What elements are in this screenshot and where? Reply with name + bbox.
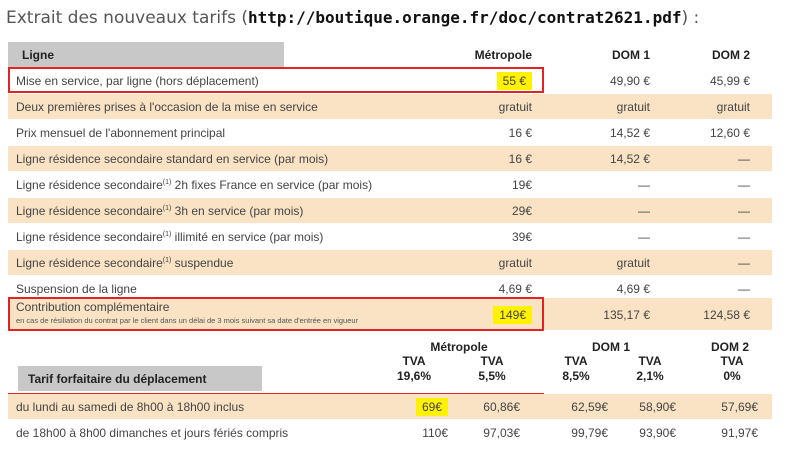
highlighted-price: 69€ [416, 398, 448, 416]
col-dom1: DOM 1 [611, 48, 650, 62]
tva-rate: TVA 2,1% [636, 354, 664, 383]
ligne-header [8, 42, 772, 67]
tva-rate: TVA 5,5% [478, 354, 506, 383]
tva-rate: TVA 19,6% [396, 354, 432, 383]
red-annotation-box [8, 67, 544, 93]
red-annotation-box [8, 297, 544, 331]
group-dom1: DOM 1 [591, 340, 630, 354]
ligne-row: Prix mensuel de l'abonnement principal 16 € 14,52 € 12,60 € [16, 126, 750, 140]
highlighted-price: 149€ [493, 306, 532, 324]
tva-rate: TVA 8,5% [562, 354, 590, 383]
ligne-row: Deux premières prises à l'occasion de la mise en service gratuit gratuit gratuit [8, 94, 772, 119]
tarif-row: du lundi au samedi de 8h00 à 18h00 inclus 69€ 60,86€ 62,59€ 58,90€ 57,69€ [8, 394, 772, 419]
tva-rate: TVA 0% [720, 354, 744, 383]
highlighted-price: 55 € [497, 72, 532, 90]
contract-url[interactable]: http://boutique.orange.fr/doc/contrat2621.pdf [247, 8, 682, 27]
ligne-row: Mise en service, par ligne (hors déplacement) 55 € 49,90 € 45,99 € [16, 74, 750, 88]
ligne-header-label: Ligne [22, 48, 54, 62]
tarif-row: de 18h00 à 8h00 dimanches et jours fériés compris 110€ 97,03€ 99,79€ 93,90€ 91,97€ [16, 426, 758, 440]
group-metropole: Métropole [430, 340, 488, 354]
contribution-row: Contribution complémentaire en cas de résiliation du contrat par le client dans un délai de 3 mois suivant sa date d'entrée en vigueur 149€ 135,17 € 124,58 € [8, 298, 772, 330]
ligne-row: Ligne résidence secondaire$^{(1)}$ 3h en service (par mois) 29€ — — [8, 198, 772, 223]
intro-text: Extrait des nouveaux tarifs (http://boutique.orange.fr/doc/contrat2621.pdf) : [6, 8, 700, 28]
ligne-row: Suspension de la ligne 4,69 € 4,69 € — [16, 282, 750, 296]
ligne-row: Ligne résidence secondaire$^{(1)}$ 2h fixes France en service (par mois) 19€ — — [16, 178, 750, 192]
tarif-forfaitaire-label: Tarif forfaitaire du déplacement [18, 366, 262, 391]
ligne-row: Ligne résidence secondaire$^{(1)}$ suspendue gratuit gratuit — [8, 250, 772, 275]
ligne-row: Ligne résidence secondaire$^{(1)}$ illimité en service (par mois) 39€ — — [16, 230, 750, 244]
col-metropole: Métropole [474, 48, 532, 62]
col-dom2: DOM 2 [711, 48, 750, 62]
ligne-row: Ligne résidence secondaire standard en service (par mois) 16 € 14,52 € — [8, 146, 772, 171]
group-dom2: DOM 2 [710, 340, 749, 354]
